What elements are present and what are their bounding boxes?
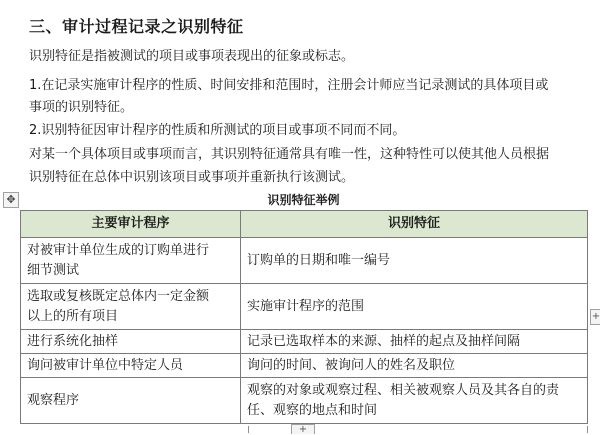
examples-table — [20, 210, 588, 424]
table-caption: 识别特征举例 — [267, 193, 340, 207]
table-header-row — [21, 211, 588, 238]
paragraph-point-1-line-2: 事项的识别特征。 — [29, 100, 134, 115]
feature-line: 记录已选取样本的来源、抽样的起点及抽样间隔 — [247, 333, 521, 349]
procedure-line: 选取或复核既定总体内一定金额 — [27, 288, 210, 304]
procedure-cell — [21, 284, 241, 330]
procedure-cell — [21, 238, 241, 284]
feature-line: 观察的对象或观察过程、相关被观察人员及其各自的责 — [247, 382, 560, 398]
feature-line: 订购单的日期和唯一编号 — [247, 252, 391, 268]
column-resize-icon[interactable]: + — [590, 309, 600, 325]
column-header-procedure: 主要审计程序 — [21, 211, 241, 238]
procedure-line: 观察程序 — [27, 392, 80, 408]
feature-cell — [241, 378, 588, 424]
procedure-cell — [21, 378, 241, 424]
table-row — [21, 378, 588, 424]
paragraph-uniqueness-line-2: 识别特征在总体中识别该项目或事项并重新执行该测试。 — [29, 170, 355, 185]
procedure-cell — [21, 330, 241, 354]
add-row-icon[interactable]: + — [291, 424, 315, 434]
paragraph-point-2: 2.识别特征因审计程序的性质和所测试的项目或事项不同而不同。 — [29, 123, 406, 138]
tick-mark-right — [587, 426, 588, 433]
paragraph-point-1-line-1: 1.在记录实施审计程序的性质、时间安排和范围时，注册会计师应当记录测试的具体项目或 — [29, 78, 549, 93]
feature-line: 询问的时间、被询问人的姓名及职位 — [247, 357, 456, 373]
column-header-feature: 识别特征 — [241, 211, 588, 238]
procedure-line: 以上的所有项目 — [27, 308, 119, 324]
procedure-line: 进行系统化抽样 — [27, 333, 119, 349]
table-row — [21, 354, 588, 378]
feature-cell — [241, 354, 588, 378]
table-row — [21, 238, 588, 284]
feature-line: 实施审计程序的范围 — [247, 298, 365, 314]
tick-mark-left — [248, 426, 249, 433]
procedure-line: 询问被审计单位中特定人员 — [27, 357, 184, 373]
procedure-line: 对被审计单位生成的订购单进行 — [27, 242, 210, 258]
table-row — [21, 330, 588, 354]
feature-cell — [241, 238, 588, 284]
table-row — [21, 284, 588, 330]
feature-line: 任、观察的地点和时间 — [247, 402, 378, 418]
move-arrows-icon[interactable]: ✥ — [3, 192, 19, 208]
paragraph-definition: 识别特征是指被测试的项目或事项表现出的征象或标志。 — [29, 49, 355, 64]
feature-cell — [241, 330, 588, 354]
feature-cell — [241, 284, 588, 330]
paragraph-uniqueness-line-1: 对某一个具体项目或事项而言，其识别特征通常具有唯一性，这种特性可以使其他人员根据 — [29, 147, 550, 162]
procedure-cell — [21, 354, 241, 378]
procedure-line: 细节测试 — [27, 262, 80, 278]
section-heading: 三、审计过程记录之识别特征 — [29, 17, 244, 36]
